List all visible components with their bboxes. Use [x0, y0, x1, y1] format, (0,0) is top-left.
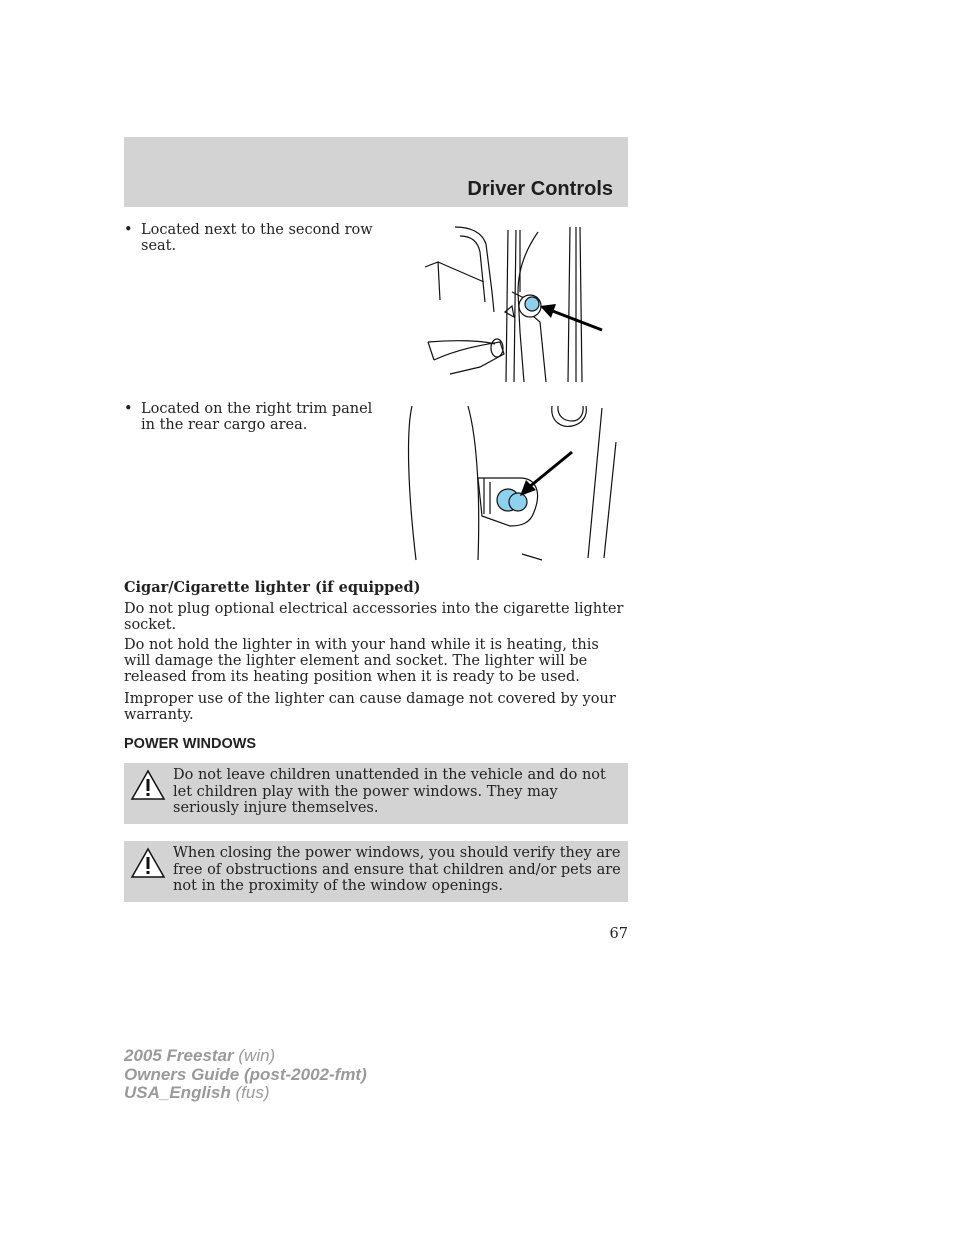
lighter-paragraph: Do not hold the lighter in with your hand while it is heating, this will damage the lighter element and socket. The lighter will be released from its heating position when it is ready to be used. [124, 637, 599, 685]
footer-guide: Owners Guide (post-2002-fmt) [124, 1064, 367, 1084]
page-title: Driver Controls [467, 178, 613, 200]
warning-box [124, 763, 628, 824]
second-row-outlet-illustration [420, 222, 610, 387]
bullet-marker: • [124, 401, 133, 417]
lighter-heading: Cigar/Cigarette lighter (if equipped) [124, 579, 421, 596]
warning-text: When closing the power windows, you should verify they are free of obstructions and ensure that children and/or pets are not in the proximity of the window openings. [173, 845, 621, 894]
warning-triangle-icon [130, 769, 166, 801]
warning-box [124, 841, 628, 902]
warning-triangle-icon [130, 847, 166, 879]
footer-model: 2005 Freestar [124, 1046, 234, 1065]
bullet-marker: • [124, 222, 133, 238]
header-bar [124, 137, 628, 207]
page-number: 67 [609, 926, 628, 942]
seat-outlet-drawing [420, 222, 610, 387]
cargo-outlet-drawing [402, 402, 622, 562]
rear-cargo-outlet-illustration [402, 402, 622, 562]
warning-text: Do not leave children unattended in the vehicle and do not let children play with the power windows. They may seriously injure themselves. [173, 767, 606, 816]
document-footer [124, 1047, 367, 1103]
footer-language-code: (fus) [235, 1083, 270, 1102]
power-windows-heading: POWER WINDOWS [124, 736, 257, 752]
bullet-text: Located on the right trim panel in the rear cargo area. [141, 401, 373, 433]
footer-language: USA_English [124, 1083, 231, 1102]
lighter-paragraph: Improper use of the lighter can cause damage not covered by your warranty. [124, 691, 616, 723]
list-item [124, 222, 384, 254]
lighter-paragraph: Do not plug optional electrical accessories into the cigarette lighter socket. [124, 601, 624, 633]
bullet-text: Located next to the second row seat. [141, 222, 373, 254]
list-item [124, 401, 384, 433]
footer-model-code: (win) [238, 1046, 276, 1065]
